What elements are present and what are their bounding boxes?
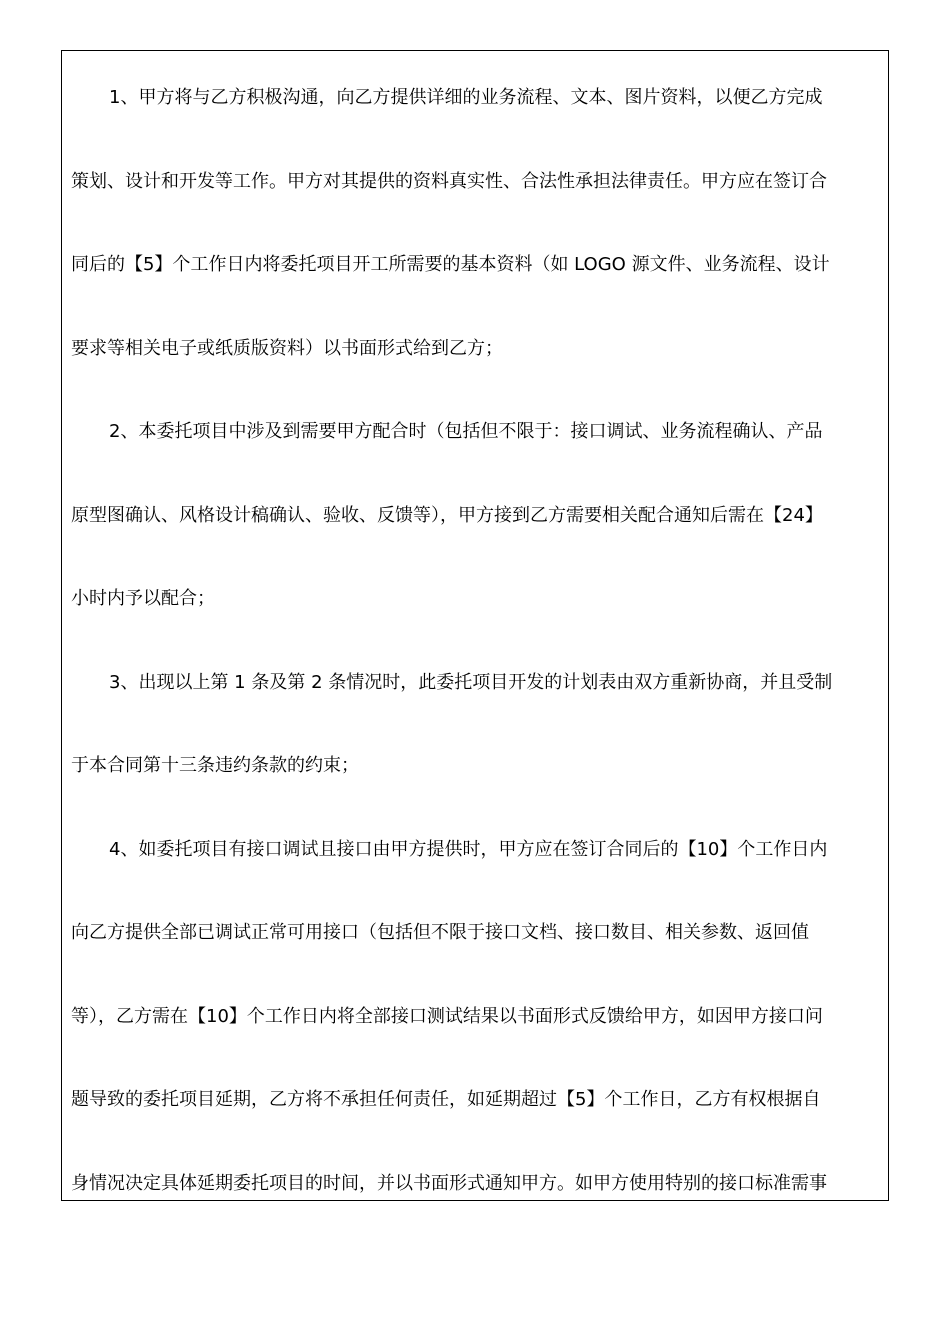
clause-1-line-2: 策划、设计和开发等工作。甲方对其提供的资料真实性、合法性承担法律责任。甲方应在签订合: [71, 170, 827, 192]
clause-1-line-3: 同后的【5】个工作日内将委托项目开工所需要的基本资料（如 LOGO 源文件、业务流程、设计: [71, 254, 830, 275]
contract-page-frame: [61, 50, 889, 1201]
clause-2-line-3: 小时内予以配合；: [71, 588, 215, 609]
clause-1-line-4: 要求等相关电子或纸质版资料）以书面形式给到乙方；: [71, 337, 503, 359]
clause-4-line-3: 等），乙方需在【10】个工作日内将全部接口测试结果以书面形式反馈给甲方，如因甲方接口问: [71, 1005, 823, 1027]
clause-3-line-1: 3、出现以上第 1 条及第 2 条情况时，此委托项目开发的计划表由双方重新协商，并且受制: [109, 671, 833, 693]
clause-4-line-4: 题导致的委托项目延期，乙方将不承担任何责任，如延期超过【5】个工作日，乙方有权根据自: [71, 1089, 821, 1110]
clause-4-line-2: 向乙方提供全部已调试正常可用接口（包括但不限于接口文档、接口数目、相关参数、返回值: [71, 922, 809, 943]
clause-3-line-2: 于本合同第十三条违约条款的约束；: [71, 755, 359, 776]
clause-2-line-1: 2、本委托项目中涉及到需要甲方配合时（包括但不限于：接口调试、业务流程确认、产品: [109, 421, 823, 442]
clause-4-line-1: 4、如委托项目有接口调试且接口由甲方提供时，甲方应在签订合同后的【10】个工作日内: [109, 838, 828, 860]
contract-clauses: [71, 79, 881, 1201]
clause-4-line-5: 身情况决定具体延期委托项目的时间，并以书面形式通知甲方。如甲方使用特别的接口标准需事: [71, 1172, 827, 1194]
clause-2-line-2: 原型图确认、风格设计稿确认、验收、反馈等），甲方接到乙方需要相关配合通知后需在【24】: [71, 504, 823, 526]
clause-1-line-1: 1、甲方将与乙方积极沟通，向乙方提供详细的业务流程、文本、图片资料，以便乙方完成: [109, 87, 823, 108]
